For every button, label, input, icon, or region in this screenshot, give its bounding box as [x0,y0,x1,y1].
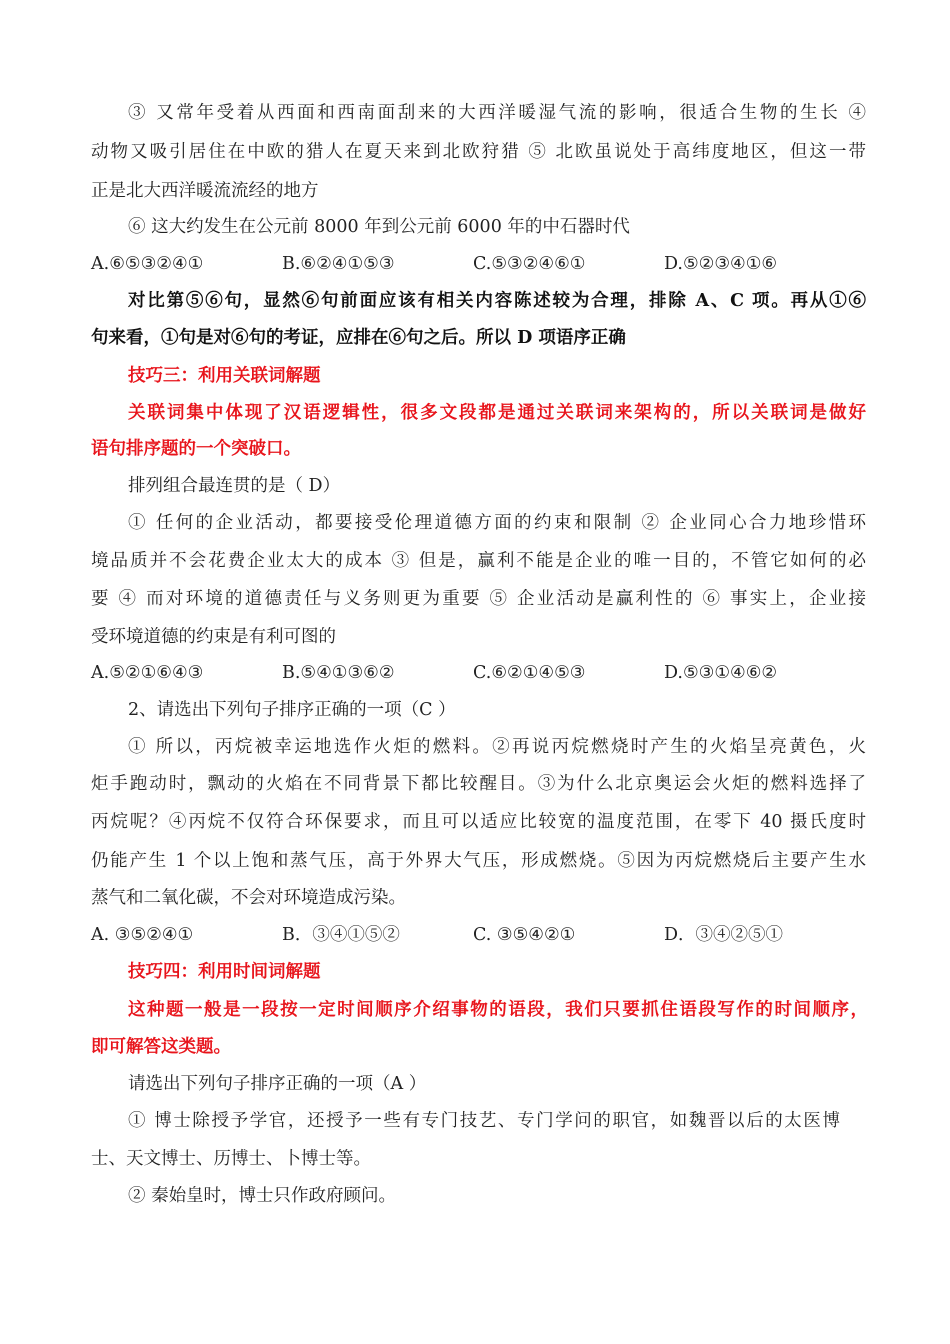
q1-options [91,252,866,276]
tip4-title: 技巧四：利用时间词解题 [128,962,321,982]
q4-prompt: 请选出下列句子排序正确的一项（A ） [128,1074,427,1094]
q1-option-c: C.⑤③②④⑥① [473,254,586,274]
tip3-desc-line-1: 关联词集中体现了汉语逻辑性，很多文段都是通过关联词来架构的，所以关联词是做好 [128,403,866,423]
tip4-desc-line-2: 即可解答这类题。 [91,1037,231,1057]
q3-option-b: B．③④①⑤② [282,925,400,945]
q2-option-d: D.⑤③①④⑥② [664,663,778,683]
q1-option-b: B.⑥②④①⑤③ [282,254,395,274]
q3-line-2: 炬手跑动时，飘动的火焰在不同背景下都比较醒目。③为什么北京奥运会火炬的燃料选择了 [91,774,866,794]
q1-line-1: ③ 又常年受着从西面和西南面刮来的大西洋暖湿气流的影响，很适合生物的生长 ④ [128,103,866,123]
tip3-desc-line-2: 语句排序题的一个突破口。 [91,439,301,459]
q1-line-3: 正是北大西洋暖流流经的地方 [91,181,319,201]
q1-line-2: 动物又吸引居住在中欧的猎人在夏天来到北欧狩猎 ⑤ 北欧虽说处于高纬度地区，但这一带 [91,142,866,162]
q3-option-d: D．③④②⑤① [664,925,784,945]
q3-line-1: ① 所以，丙烷被幸运地选作火炬的燃料。②再说丙烷燃烧时产生的火焰呈亮黄色，火 [128,737,866,757]
q1-analysis-line-2: 句来看，①句是对⑥句的考证，应排在⑥句之后。所以 D 项语序正确 [91,328,626,348]
tip3-title: 技巧三：利用关联词解题 [128,366,321,386]
q4-line-2: 士、天文博士、历博士、卜博士等。 [91,1149,371,1169]
q1-option-d: D.⑤②③④①⑥ [664,254,778,274]
tip4-desc-line-1: 这种题一般是一段按一定时间顺序介绍事物的语段，我们只要抓住语段写作的时间顺序， [128,1000,868,1020]
q1-analysis-line-1: 对比第⑤⑥句，显然⑥句前面应该有相关内容陈述较为合理，排除 A、C 项。再从①⑥ [128,291,866,311]
q1-option-a: A.⑥⑤③②④① [91,254,204,274]
q2-option-b: B.⑤④①③⑥② [282,663,395,683]
q3-line-3: 丙烷呢？④丙烷不仅符合环保要求，而且可以适应比较宽的温度范围，在零下 40 摄氏度时 [91,812,866,832]
q2-line-3: 要 ④ 而对环境的道德责任与义务则更为重要 ⑤ 企业活动是赢利性的 ⑥ 事实上，企业接 [91,589,866,609]
q3-option-c: C. ③⑤④②① [473,925,576,945]
q2-line-1: ① 任何的企业活动，都要接受伦理道德方面的约束和限制 ② 企业同心合力地珍惜环 [128,513,866,533]
q2-line-4: 受环境道德的约束是有利可图的 [91,627,336,647]
q2-options [91,661,866,685]
q4-line-3: ② 秦始皇时，博士只作政府顾问。 [128,1186,397,1206]
q1-line-4: ⑥ 这大约发生在公元前 8000 年到公元前 6000 年的中石器时代 [128,217,630,237]
q2-option-a: A.⑤②①⑥④③ [91,663,204,683]
q2-line-2: 境品质并不会花费企业太大的成本 ③ 但是，赢利不能是企业的唯一目的，不管它如何的必 [91,551,866,571]
q3-prompt: 2、请选出下列句子排序正确的一项（C ） [128,700,456,720]
q2-option-c: C.⑥②①④⑤③ [473,663,586,683]
q3-option-a: A. ③⑤②④① [91,925,194,945]
q3-line-4: 仍能产生 1 个以上饱和蒸气压，高于外界大气压，形成燃烧。⑤因为丙烷燃烧后主要产生水 [91,851,866,871]
q2-prompt: 排列组合最连贯的是（ D） [128,476,341,496]
q4-line-1: ① 博士除授予学官，还授予一些有专门技艺、专门学问的职官，如魏晋以后的太医博 [128,1111,840,1131]
q3-line-5: 蒸气和二氧化碳，不会对环境造成污染。 [91,888,406,908]
q3-options [91,923,866,947]
